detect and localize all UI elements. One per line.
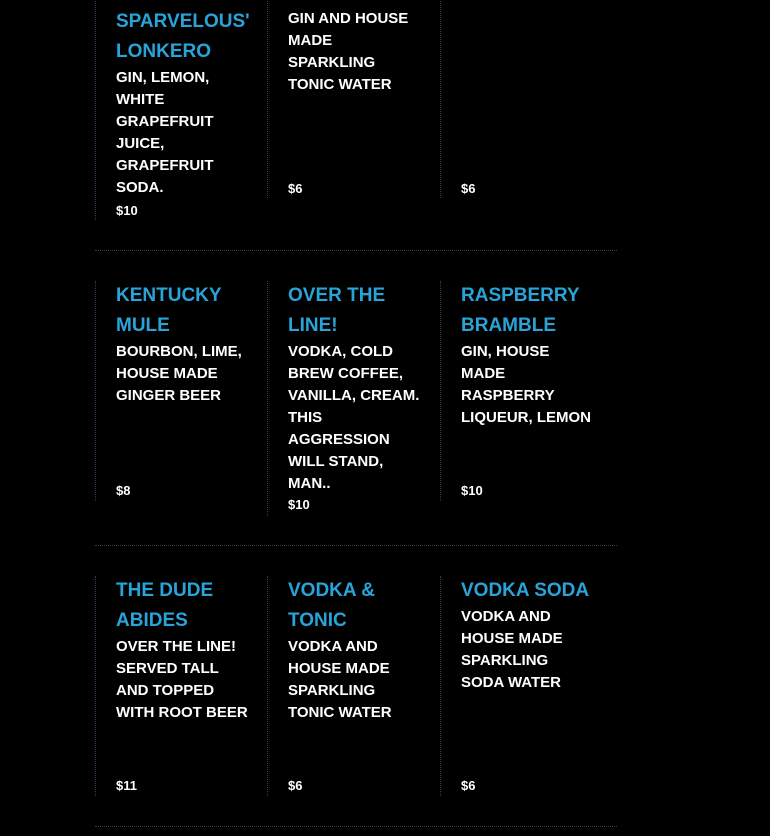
drink-description: GIN AND HOUSE MADE SPARKLING TONIC WATER bbox=[288, 10, 409, 93]
menu-item bbox=[267, 281, 420, 516]
drink-price: $6 bbox=[461, 181, 476, 196]
drink-name: OVER THE LINE! bbox=[288, 285, 386, 336]
drink-description: GIN, HOUSE MADE RASPBERRY LIQUEUR, LEMON bbox=[461, 343, 591, 426]
menu-row bbox=[95, 576, 617, 796]
drink-price: $6 bbox=[288, 181, 303, 196]
menu-item bbox=[267, 576, 417, 796]
menu-row bbox=[95, 0, 617, 220]
drinks-menu bbox=[95, 0, 617, 836]
drink-price: $10 bbox=[461, 483, 483, 498]
drink-name: THE DUDE ABIDES bbox=[116, 580, 214, 631]
drink-name: SPARVELOUS' LONKERO bbox=[116, 11, 250, 62]
drink-description: BOURBON, LIME, HOUSE MADE GINGER BEER bbox=[116, 343, 242, 404]
menu-item bbox=[267, 0, 417, 198]
menu-row bbox=[95, 281, 617, 516]
menu-item bbox=[95, 0, 250, 220]
drink-name: VODKA & TONIC bbox=[288, 580, 375, 631]
drink-description: VODKA AND HOUSE MADE SPARKLING SODA WATER bbox=[461, 608, 563, 691]
menu-item bbox=[95, 281, 245, 501]
drink-description: GIN, LEMON, WHITE GRAPEFRUIT JUICE, GRAPEFRUIT SODA. bbox=[116, 69, 214, 196]
row-divider bbox=[95, 545, 617, 546]
drink-price: $6 bbox=[461, 778, 476, 793]
drink-description: VODKA, COLD BREW COFFEE, VANILLA, CREAM. THIS AGGRESSION WILL STAND, MAN.. bbox=[288, 343, 420, 492]
drink-description: VODKA AND HOUSE MADE SPARKLING TONIC WATER bbox=[288, 638, 392, 721]
drink-description: OVER THE LINE! SERVED TALL AND TOPPED WITH ROOT BEER bbox=[116, 638, 248, 721]
drink-price: $8 bbox=[116, 483, 131, 498]
menu-item bbox=[440, 576, 590, 796]
drink-price: $6 bbox=[288, 778, 303, 793]
drink-name: KENTUCKY MULE bbox=[116, 285, 222, 336]
row-divider bbox=[95, 826, 617, 827]
menu-item bbox=[95, 576, 248, 796]
drink-price: $10 bbox=[288, 497, 310, 512]
drink-name: VODKA SODA bbox=[461, 580, 590, 601]
drink-name: RASPBERRY BRAMBLE bbox=[461, 285, 580, 336]
drink-price: $11 bbox=[116, 778, 137, 793]
drink-price: $10 bbox=[116, 203, 138, 218]
menu-item bbox=[440, 0, 590, 198]
row-divider bbox=[95, 250, 617, 251]
menu-item bbox=[440, 281, 590, 501]
